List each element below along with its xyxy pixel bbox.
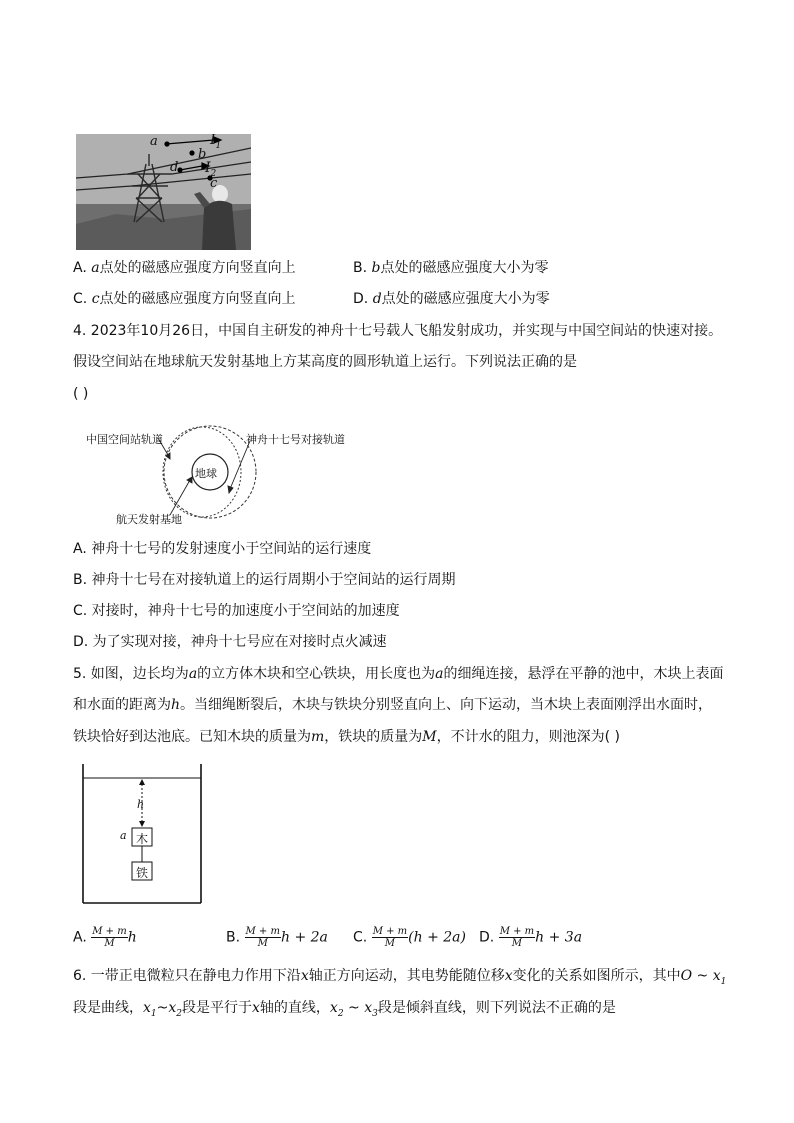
q6-var: x [252,1000,260,1016]
option-letter: B. [353,260,368,276]
current-i2-letter: I [205,160,211,176]
q5-var: a [188,666,198,682]
q5-var: h [171,697,181,713]
q3-option-b[interactable] [353,259,548,277]
current-i1-label [210,134,221,151]
q5-option-c[interactable] [353,926,466,949]
iron-block-label: 铁 [136,866,149,880]
option-var: a [91,260,100,276]
q5-option-a[interactable] [73,926,137,949]
q4-option-a[interactable]: A. 神舟十七号的发射速度小于空间站的运行速度 [73,541,372,557]
depth-h-label: h [137,798,145,811]
option-math: (h + 2a) [408,929,466,946]
q6-sub: 2 [176,1008,183,1019]
q4-answer-bracket: ( ) [73,386,89,402]
q5-stem-line-1 [73,665,724,683]
fraction [245,926,281,949]
q4-stem-line-2: 假设空间站在地球航天发射基地上方某高度的圆形轨道上运行。下列说法正确的是 [73,354,577,370]
orbit-diagram [80,425,380,525]
option-var: c [91,291,100,307]
current-i2-sub: 2 [210,168,217,179]
q6-text: 轴的直线， [259,1000,330,1016]
fraction-numerator: M + m [92,926,127,937]
current-i1-letter: I [210,134,216,148]
q3-option-d[interactable] [353,290,550,308]
q6-sub: 1 [720,976,727,987]
option-math: h + 3a [535,929,583,946]
option-math: h + 2a [280,929,328,946]
q6-sub: 3 [372,1008,378,1019]
station-orbit-label: 中国空间站轨道 [86,433,163,446]
q6-var: x [504,968,513,984]
q6-text: 段是曲线， [73,1000,143,1016]
q6-text: ~ [343,1000,365,1016]
wood-block-label: 木 [136,832,149,846]
option-text: 点处的磁感应强度方向竖直向上 [99,260,296,276]
q5-text: 5. 如图，边长均为 [73,666,189,682]
fraction-numerator: M + m [245,926,280,937]
q6-text: 段是倾斜直线，则下列说法不正确的是 [377,1000,616,1016]
q4-stem-line-1: 4. 2023年10月26日，中国自主研发的神舟十七号载人飞船发射成功，并实现与中国空间站的快速对接。 [73,323,723,339]
q5-text: 。当细绳断裂后，木块与铁块分别竖直向上、向下运动，当木块上表面刚浮出水面时， [180,697,713,713]
q6-stem-line-1 [73,967,726,991]
q4-option-b[interactable]: B. 神舟十七号在对接轨道上的运行周期小于空间站的运行周期 [73,572,456,588]
option-letter: A. [73,260,87,276]
option-letter: D. [353,291,369,307]
fraction-denominator: M [104,938,115,949]
fraction [499,926,535,949]
q6-math: x [143,1000,151,1016]
option-letter: A. [73,929,87,946]
fraction-denominator: M [384,938,396,949]
q6-math: x [168,1000,177,1016]
fraction [91,926,127,949]
option-letter: D. [479,929,495,946]
fraction-numerator: M + m [372,926,408,937]
fraction-denominator: M [257,938,268,949]
fraction-denominator: M [511,938,523,949]
q5-text: 的立方体木块和空心铁块，用长度也为 [197,666,436,682]
side-a-label: a [120,829,127,842]
q3-option-c[interactable] [73,290,296,308]
point-b-label: b [198,147,207,162]
option-text: 点处的磁感应强度大小为零 [380,260,549,276]
q4-option-c[interactable]: C. 对接时，神舟十七号的加速度小于空间站的加速度 [73,603,400,619]
earth-label: 地球 [195,467,217,480]
q5-var: M [422,729,437,745]
option-letter: C. [73,291,88,307]
launch-base-label: 航天发射基地 [116,513,182,526]
q5-stem-line-3 [73,728,620,746]
point-c-label: c [210,176,218,191]
point-d-label: d [170,160,179,175]
q5-text: 铁块恰好到达池底。已知木块的质量为 [73,729,311,745]
option-math: h [127,929,137,946]
q6-text: 6. 一带正电微粒只在静电力作用下沿 [73,968,301,984]
q6-sub: 2 [337,1008,344,1019]
q6-text: 变化的关系如图所示，其中 [512,968,681,984]
q6-stem-line-2 [73,999,616,1023]
q4-option-d[interactable]: D. 为了实现对接，神舟十七号应在对接时点火减速 [73,634,387,650]
q6-text: 段是平行于 [182,1000,253,1016]
fraction [372,926,408,949]
power-line-photo-drawing [76,134,251,250]
q5-text: 和水面的距离为 [73,697,171,713]
q5-var: a [435,666,444,682]
q5-option-b[interactable] [226,926,328,949]
option-letter: C. [353,929,368,946]
option-text: 点处的磁感应强度大小为零 [381,291,550,307]
q5-text: 的细绳连接，悬浮在平静的池中，木块上表面 [443,666,724,682]
q6-sub: 1 [150,1008,157,1019]
option-var: b [371,260,381,276]
q5-stem-line-2 [73,696,712,714]
q5-text: ，铁块的质量为 [324,729,423,745]
point-a-label: a [150,134,158,149]
q6-text: ~ [156,1000,169,1016]
q6-math: x [364,1000,373,1016]
option-letter: B. [226,929,241,946]
q6-math: O ~ x [680,968,721,984]
current-i1-sub: 1 [215,140,222,151]
fraction-numerator: M + m [499,926,535,937]
option-var: d [372,291,382,307]
option-text: 点处的磁感应强度方向竖直向上 [99,291,296,307]
q5-var: m [311,729,325,745]
q5-option-d[interactable] [479,926,582,949]
pool-diagram [80,764,205,906]
q3-option-a[interactable] [73,259,296,277]
q6-text: 轴正方向运动，其电势能随位移 [308,968,505,984]
q6-var: x [300,968,309,984]
power-line-photo [76,134,251,250]
q5-text: ，不计水的阻力，则池深为( ) [436,729,620,745]
q6-math: x [329,1000,338,1016]
docking-orbit-label: 神舟十七号对接轨道 [246,433,345,446]
